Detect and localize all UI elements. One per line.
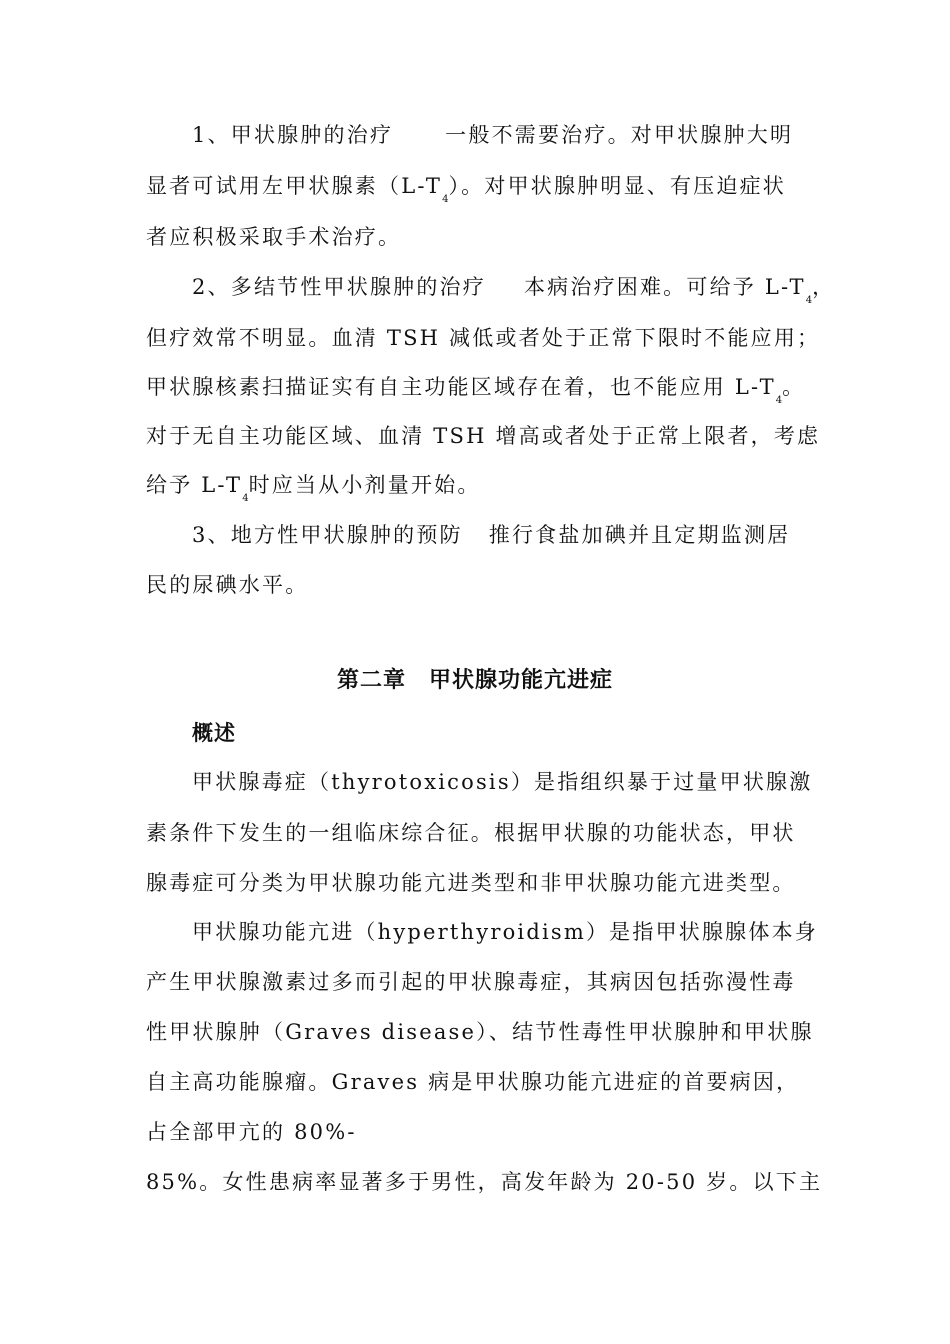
- item3-title: 3、地方性甲状腺肿的预防: [192, 523, 463, 547]
- para1-line2: 素条件下发生的一组临床综合征。根据甲状腺的功能状态，甲状: [146, 821, 796, 845]
- para2-line5: 占全部甲亢的 80%-: [146, 1120, 357, 1144]
- item2-line5: 给予 $L-T_4$时应当从小剂量开始。: [146, 473, 481, 504]
- chapter-title: 第二章 甲状腺功能亢进症: [336, 668, 613, 693]
- para2-line4: 自主高功能腺瘤。Graves 病是甲状腺功能亢进症的首要病因，: [146, 1070, 800, 1094]
- item2-line4: 对于无自主功能区域、血清 TSH 增高或者处于正常上限者，考虑: [146, 424, 821, 448]
- item3-line1: 3、地方性甲状腺肿的预防 推行食盐加碘并且定期监测居: [192, 523, 791, 547]
- item2-line1: 2、多结节性甲状腺肿的治疗 本病治疗困难。可给予 $L-T_4$，: [192, 275, 836, 306]
- para1-line3: 腺毒症可分类为甲状腺功能亢进类型和非甲状腺功能亢进类型。: [146, 871, 796, 895]
- para1-line1: 甲状腺毒症（thyrotoxicosis）是指组织暴于过量甲状腺激: [192, 770, 813, 794]
- item2-title: 2、多结节性甲状腺肿的治疗: [192, 275, 486, 299]
- para2-line6: 85%。女性患病率显著多于男性，高发年龄为 20-50 岁。以下主: [146, 1170, 823, 1194]
- para2-line2: 产生甲状腺激素过多而引起的甲状腺毒症，其病因包括弥漫性毒: [146, 970, 796, 994]
- item1-line2: 显者可试用左甲状腺素$(L-T_4)$。对甲状腺肿明显、有压迫症状: [146, 174, 786, 205]
- item2-line2: 但疗效常不明显。血清 TSH 减低或者处于正常下限时不能应用；: [146, 326, 821, 350]
- item2-line3: 甲状腺核素扫描证实有自主功能区域存在着，也不能应用 $L-T_4$。: [146, 375, 806, 406]
- para2-line3: 性甲状腺肿（Graves disease）、结节性毒性甲状腺肿和甲状腺: [146, 1020, 814, 1044]
- item1-line1: 1、甲状腺肿的治疗 一般不需要治疗。对甲状腺肿大明: [192, 123, 794, 147]
- item1-line3: 者应积极采取手术治疗。: [146, 225, 402, 249]
- item3-line2: 民的尿碘水平。: [146, 573, 309, 597]
- overview-heading: 概述: [192, 721, 236, 745]
- para2-line1: 甲状腺功能亢进（hyperthyroidism）是指甲状腺腺体本身: [192, 920, 818, 944]
- item1-title: 1、甲状腺肿的治疗: [192, 123, 394, 147]
